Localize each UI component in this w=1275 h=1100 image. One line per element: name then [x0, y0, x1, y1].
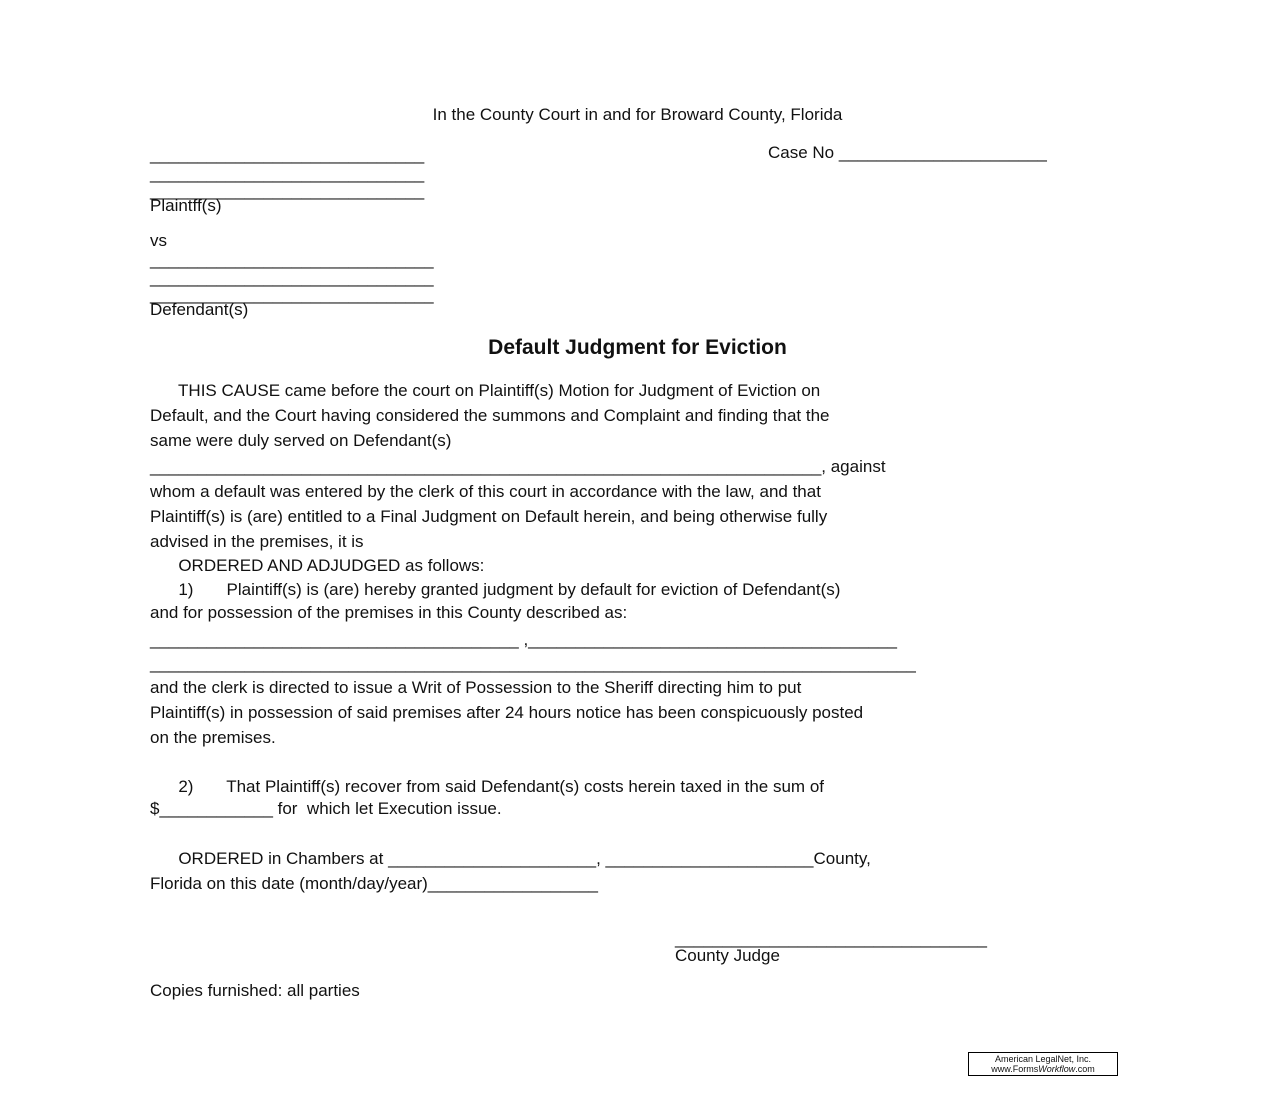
case-number-field: Case No ______________________ — [768, 143, 1047, 162]
chambers-date-line: Florida on this date (month/day/year)__________________ — [150, 874, 598, 893]
footer-badge-line-1: American LegalNet, Inc. — [994, 1054, 1092, 1064]
ordered-adjudged-heading: ORDERED AND ADJUDGED as follows: — [150, 556, 485, 575]
footer-badge-line-2 — [969, 1064, 1117, 1074]
chambers-line-1: ORDERED in Chambers at ______________________, ______________________County, — [150, 849, 871, 868]
costs-blank-line: $____________ for which let Execution issue. — [150, 799, 502, 818]
versus-label: vs — [150, 231, 167, 250]
footer-url-prefix: www.Forms — [991, 1064, 1039, 1074]
footer-url-italic: Workflow — [1038, 1064, 1076, 1074]
defendant-label: Defendant(s) — [150, 300, 249, 319]
writ-line-3: on the premises. — [150, 728, 276, 747]
defendant-line-3: ______________________________ — [150, 285, 434, 304]
plaintiff-line-1: _____________________________ — [150, 145, 425, 164]
defendant-name-blank: _______________________________________________________________________, against — [150, 457, 886, 476]
plaintiff-line-3: _____________________________ — [150, 181, 425, 200]
court-heading: In the County Court in and for Broward County, Florida — [432, 105, 843, 124]
body-line-6: Plaintiff(s) is (are) entitled to a Final Judgment on Default herein, and being otherwise fully — [150, 507, 828, 526]
defendant-line-1: ______________________________ — [150, 250, 434, 269]
footer-badge — [968, 1052, 1118, 1076]
defendant-line-2: ______________________________ — [150, 268, 434, 287]
county-judge-label: County Judge — [675, 946, 780, 965]
body-line-3: same were duly served on Defendant(s) — [150, 431, 452, 450]
plaintiff-line-2: _____________________________ — [150, 164, 425, 183]
premises-blank-1: _______________________________________ ,_______________________________________ — [150, 630, 897, 649]
body-line-1: THIS CAUSE came before the court on Plaintiff(s) Motion for Judgment of Eviction on — [150, 381, 821, 400]
body-line-2: Default, and the Court having considered the summons and Complaint and finding that the — [150, 406, 830, 425]
judge-signature-line: _________________________________ — [675, 929, 988, 948]
footer-url-suffix: .com — [1075, 1064, 1095, 1074]
copies-furnished: Copies furnished: all parties — [150, 981, 360, 1000]
premises-blank-2: _________________________________________________________________________________ — [150, 654, 916, 673]
item-1-line-1: 1) Plaintiff(s) is (are) hereby granted judgment by default for eviction of Defendant(s) — [150, 580, 841, 599]
writ-line-1: and the clerk is directed to issue a Writ of Possession to the Sheriff directing him to put — [150, 678, 802, 697]
plaintiff-label: Plaintff(s) — [150, 196, 222, 215]
writ-line-2: Plaintiff(s) in possession of said premises after 24 hours notice has been conspicuously posted — [150, 703, 864, 722]
item-2-line-1: 2) That Plaintiff(s) recover from said Defendant(s) costs herein taxed in the sum of — [150, 777, 824, 796]
item-1-line-2: and for possession of the premises in this County described as: — [150, 603, 628, 622]
body-line-7: advised in the premises, it is — [150, 532, 364, 551]
body-line-5: whom a default was entered by the clerk of this court in accordance with the law, and that — [150, 482, 821, 501]
document-title: Default Judgment for Eviction — [488, 336, 787, 359]
